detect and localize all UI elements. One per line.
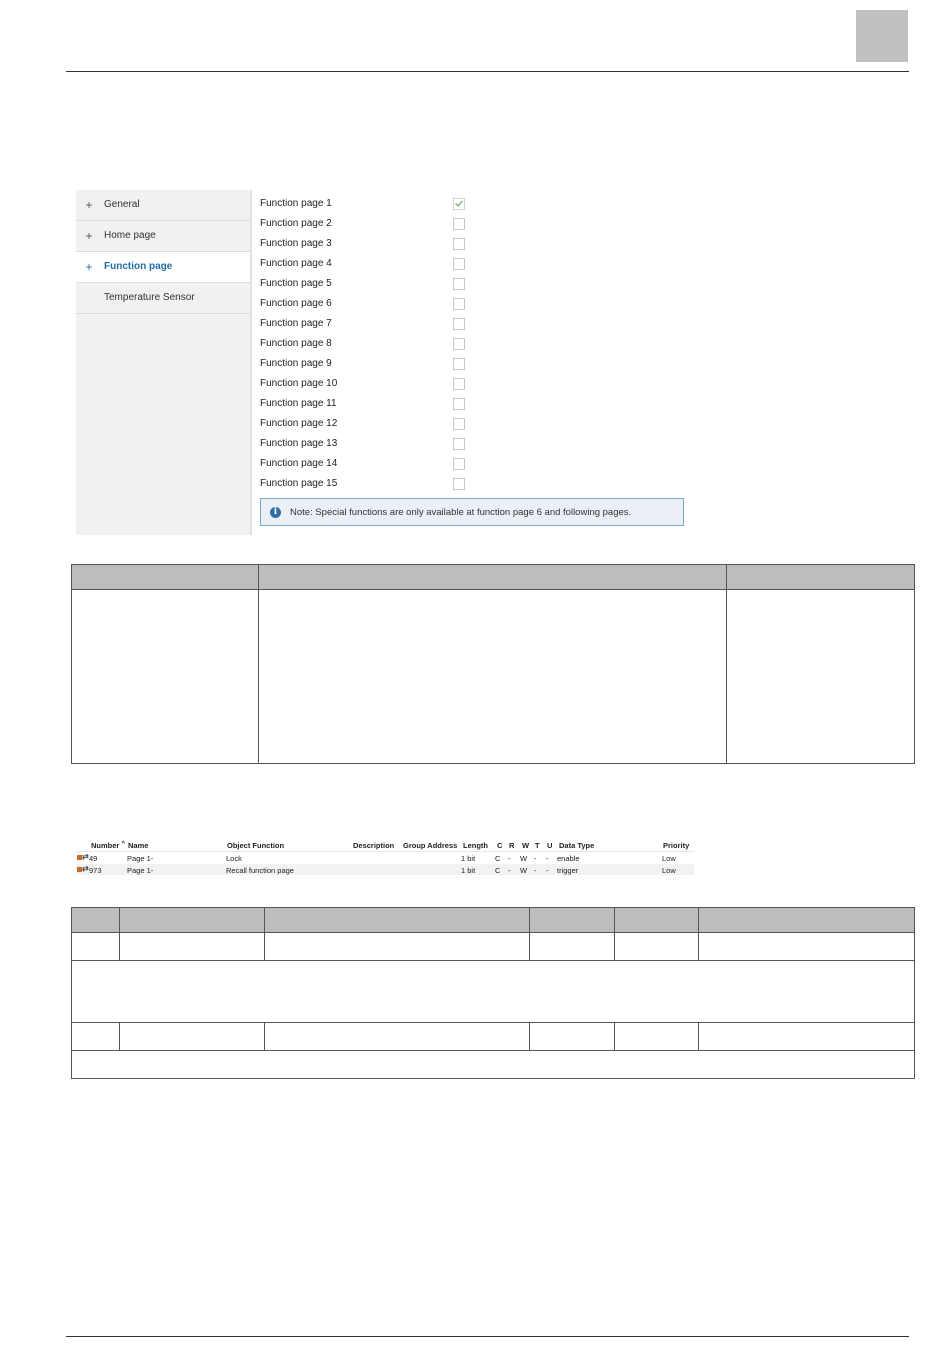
footer-rule bbox=[66, 1336, 909, 1337]
communication-objects-list bbox=[76, 839, 694, 876]
object-length: 1 bit bbox=[461, 866, 476, 875]
table-row bbox=[72, 961, 915, 1023]
object-function: Recall function page bbox=[226, 866, 294, 875]
flag-w: W bbox=[520, 854, 528, 863]
comm-object-icon: ⇄ bbox=[77, 854, 87, 862]
column-header-length[interactable]: Length bbox=[463, 841, 488, 850]
page-corner-marker bbox=[856, 10, 908, 62]
flag-t: - bbox=[534, 854, 537, 863]
function-page-checkbox[interactable] bbox=[453, 278, 465, 290]
comm-object-icon: ⇄ bbox=[77, 866, 87, 874]
sidebar-item-label: Temperature Sensor bbox=[104, 292, 195, 303]
parameter-sidebar bbox=[76, 190, 252, 535]
note-text: Note: Special functions are only available at function page 6 and following pages. bbox=[290, 507, 632, 518]
table-header-cell bbox=[259, 565, 727, 590]
parameter-label: Function page 9 bbox=[260, 358, 332, 369]
parameter-label: Function page 7 bbox=[260, 318, 332, 329]
flag-u: - bbox=[546, 866, 549, 875]
sidebar-item-label: Home page bbox=[104, 230, 156, 241]
object-priority: Low bbox=[662, 866, 676, 875]
parameter-label: Function page 8 bbox=[260, 338, 332, 349]
column-header-c[interactable]: C bbox=[497, 841, 503, 850]
function-page-checkbox[interactable] bbox=[453, 198, 465, 210]
flag-c: C bbox=[495, 866, 501, 875]
parameter-label: Function page 10 bbox=[260, 378, 338, 389]
table-header-cell bbox=[120, 908, 265, 933]
table-header-cell bbox=[530, 908, 615, 933]
sidebar-item-general[interactable] bbox=[76, 190, 250, 221]
expand-icon[interactable]: + bbox=[85, 229, 93, 243]
table-header-cell bbox=[727, 565, 915, 590]
parameter-row bbox=[260, 193, 490, 213]
parameter-row bbox=[260, 413, 490, 433]
table-cell bbox=[530, 933, 615, 961]
parameter-label: Function page 1 bbox=[260, 198, 332, 209]
function-page-checkbox[interactable] bbox=[453, 338, 465, 350]
list-header bbox=[76, 839, 694, 852]
sidebar-item-temperature-sensor[interactable] bbox=[76, 283, 250, 314]
parameter-row bbox=[260, 433, 490, 453]
column-header-priority[interactable]: Priority bbox=[663, 841, 690, 850]
column-header-object-function[interactable]: Object Function bbox=[227, 841, 285, 850]
parameter-row bbox=[260, 353, 490, 373]
function-page-checkbox[interactable] bbox=[453, 238, 465, 250]
table-cell bbox=[72, 1051, 915, 1079]
function-page-checkbox[interactable] bbox=[453, 438, 465, 450]
object-priority: Low bbox=[662, 854, 676, 863]
table-cell bbox=[72, 590, 259, 764]
table-row bbox=[72, 933, 915, 961]
table-cell bbox=[72, 961, 915, 1023]
parameter-row bbox=[260, 253, 490, 273]
function-page-checkbox[interactable] bbox=[453, 398, 465, 410]
parameter-label: Function page 14 bbox=[260, 458, 338, 469]
table-cell bbox=[615, 933, 699, 961]
object-length: 1 bit bbox=[461, 854, 476, 863]
parameter-panel bbox=[76, 190, 688, 535]
column-header-group-address[interactable]: Group Address bbox=[403, 841, 458, 850]
parameter-label: Function page 4 bbox=[260, 258, 332, 269]
parameter-row bbox=[260, 233, 490, 253]
sidebar-item-label: General bbox=[104, 199, 140, 210]
parameter-row bbox=[260, 393, 490, 413]
column-header-w[interactable]: W bbox=[522, 841, 530, 850]
parameter-row bbox=[260, 293, 490, 313]
table-header-cell bbox=[72, 908, 120, 933]
table-cell bbox=[72, 933, 120, 961]
table-cell bbox=[699, 1023, 915, 1051]
sidebar-item-home-page[interactable] bbox=[76, 221, 250, 252]
expand-icon[interactable]: + bbox=[85, 198, 93, 212]
table-cell bbox=[265, 933, 530, 961]
parameter-row bbox=[260, 213, 490, 233]
parameter-label: Function page 6 bbox=[260, 298, 332, 309]
flag-t: - bbox=[534, 866, 537, 875]
function-page-checkbox[interactable] bbox=[453, 318, 465, 330]
table-cell bbox=[699, 933, 915, 961]
column-header-data-type[interactable]: Data Type bbox=[559, 841, 595, 850]
sort-icon: ^ bbox=[121, 841, 125, 847]
function-page-checkbox[interactable] bbox=[453, 378, 465, 390]
flag-r: - bbox=[508, 866, 511, 875]
parameter-row bbox=[260, 373, 490, 393]
object-function: Lock bbox=[226, 854, 242, 863]
object-data-type: trigger bbox=[557, 866, 579, 875]
table-header-row bbox=[72, 565, 915, 590]
communication-object-table bbox=[71, 907, 915, 1079]
object-number: 49 bbox=[89, 854, 98, 863]
table-header-row bbox=[72, 908, 915, 933]
column-header-name[interactable]: Name bbox=[128, 841, 149, 850]
table-header-cell bbox=[72, 565, 259, 590]
parameter-row bbox=[260, 333, 490, 353]
table-cell bbox=[259, 590, 727, 764]
table-header-cell bbox=[699, 908, 915, 933]
table-row bbox=[72, 590, 915, 764]
parameter-row bbox=[260, 453, 490, 473]
flag-c: C bbox=[495, 854, 501, 863]
parameter-description-table bbox=[71, 564, 915, 764]
parameter-row bbox=[260, 313, 490, 333]
column-header-u[interactable]: U bbox=[547, 841, 553, 850]
sidebar-item-function-page[interactable] bbox=[76, 252, 250, 283]
column-header-r[interactable]: R bbox=[509, 841, 515, 850]
header-rule bbox=[66, 71, 909, 72]
list-item[interactable] bbox=[76, 852, 694, 863]
info-icon: i bbox=[270, 507, 281, 518]
expand-icon[interactable]: + bbox=[85, 260, 93, 274]
parameter-label: Function page 15 bbox=[260, 478, 338, 489]
note-box bbox=[260, 498, 684, 526]
function-page-checkbox[interactable] bbox=[453, 218, 465, 230]
function-page-checkbox[interactable] bbox=[453, 298, 465, 310]
parameter-label: Function page 3 bbox=[260, 238, 332, 249]
column-header-description[interactable]: Description bbox=[353, 841, 395, 850]
table-header-cell bbox=[615, 908, 699, 933]
table-cell bbox=[120, 933, 265, 961]
sidebar-item-label: Function page bbox=[104, 261, 173, 272]
table-cell bbox=[530, 1023, 615, 1051]
table-cell bbox=[615, 1023, 699, 1051]
parameter-label: Function page 11 bbox=[260, 398, 337, 409]
table-header-cell bbox=[265, 908, 530, 933]
column-header-t[interactable]: T bbox=[535, 841, 540, 850]
flag-r: - bbox=[508, 854, 511, 863]
flag-w: W bbox=[520, 866, 528, 875]
function-page-checkbox[interactable] bbox=[453, 418, 465, 430]
table-cell bbox=[120, 1023, 265, 1051]
column-header-number[interactable] bbox=[91, 841, 125, 850]
parameter-label: Function page 12 bbox=[260, 418, 338, 429]
object-name: Page 1- bbox=[127, 854, 154, 863]
parameter-row bbox=[260, 473, 490, 493]
column-header-label: Number bbox=[91, 841, 120, 850]
object-data-type: enable bbox=[557, 854, 580, 863]
list-item[interactable] bbox=[76, 864, 694, 875]
table-row bbox=[72, 1023, 915, 1051]
function-page-checkbox[interactable] bbox=[453, 358, 465, 370]
function-page-checkbox[interactable] bbox=[453, 458, 465, 470]
parameter-list bbox=[260, 190, 688, 535]
parameter-label: Function page 2 bbox=[260, 218, 332, 229]
table-cell bbox=[72, 1023, 120, 1051]
table-cell bbox=[265, 1023, 530, 1051]
object-name: Page 1- bbox=[127, 866, 154, 875]
object-number: 973 bbox=[89, 866, 102, 875]
table-cell bbox=[727, 590, 915, 764]
function-page-checkbox[interactable] bbox=[453, 478, 465, 490]
function-page-checkbox[interactable] bbox=[453, 258, 465, 270]
parameter-label: Function page 5 bbox=[260, 278, 332, 289]
parameter-label: Function page 13 bbox=[260, 438, 338, 449]
flag-u: - bbox=[546, 854, 549, 863]
table-row bbox=[72, 1051, 915, 1079]
parameter-row bbox=[260, 273, 490, 293]
